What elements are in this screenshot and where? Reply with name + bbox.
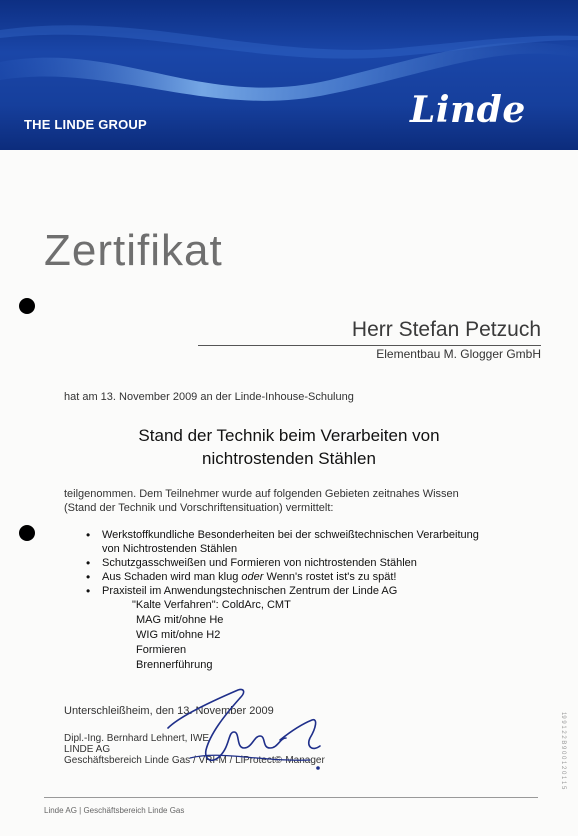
footer-text: Linde AG | Geschäftsbereich Linde Gas [44,806,185,815]
course-title [64,424,514,470]
topic-item [84,570,524,584]
practical-item: MAG mit/ohne He [136,614,224,626]
margin-code: 19 9 1 2 2 B 9 0 0 1 2 0 1 1 5 [560,712,566,790]
practical-item: "Kalte Verfahren": ColdArc, CMT [132,599,291,611]
recipient-divider [198,345,541,346]
logo-wordmark: Linde [410,89,526,131]
group-name: THE LINDE GROUP [24,117,147,132]
recipient-name: Herr Stefan Petzuch [351,318,541,341]
punch-hole-top [19,298,35,314]
course-title-line: nichtrostenden Stählen [202,449,376,468]
topic-text-pre: Aus Schaden wird man klug [102,571,242,583]
footer-divider [44,797,538,798]
topic-text: Schutzgasschweißen und Formieren von nichtrostenden Stählen [102,557,417,569]
practical-item: WIG mit/ohne H2 [136,629,221,641]
header-banner [0,0,578,150]
handwritten-signature [160,680,330,780]
place-date: Unterschleißheim, den 13. November 2009 [64,705,274,717]
topic-text-cont: von Nichtrostenden Stählen [102,543,238,555]
topic-text: Praxisteil im Anwendungstechnischen Zentrum der Linde AG [102,585,398,597]
topic-item [84,556,524,570]
topic-item [84,528,524,556]
certificate-title: Zertifikat [44,226,223,275]
recipient-company: Elementbau M. Glogger GmbH [376,347,541,361]
linde-logo [410,88,560,136]
practical-item: Brennerführung [136,659,213,671]
topic-text-post: Wenn's rostet ist's zu spät! [263,571,397,583]
topic-item [84,584,524,598]
participation-text [64,487,504,515]
punch-hole-bottom [19,525,35,541]
signer-company: LINDE AG [64,744,111,755]
topic-text-emphasis: oder [241,571,264,583]
course-title-line: Stand der Technik beim Verarbeiten von [138,426,440,445]
participation-line: (Stand der Technik und Vorschriftensituation) vermittelt: [64,502,334,514]
practical-item: Formieren [136,644,187,656]
topic-text: • Werkstoffkundliche Besonderheiten bei der schweißtechnischen Verarbeitung [102,529,479,541]
signer-name: Dipl.-Ing. Bernhard Lehnert, IWE [64,733,210,744]
participation-line: teilgenommen. Dem Teilnehmer wurde auf folgenden Gebieten zeitnahes Wissen [64,488,459,500]
signer-role: Geschäftsbereich Linde Gas / VRI-M / LiProtect©-Manager [64,755,325,766]
topics-list [84,528,524,673]
intro-text: hat am 13. November 2009 an der Linde-Inhouse-Schulung [64,391,354,403]
